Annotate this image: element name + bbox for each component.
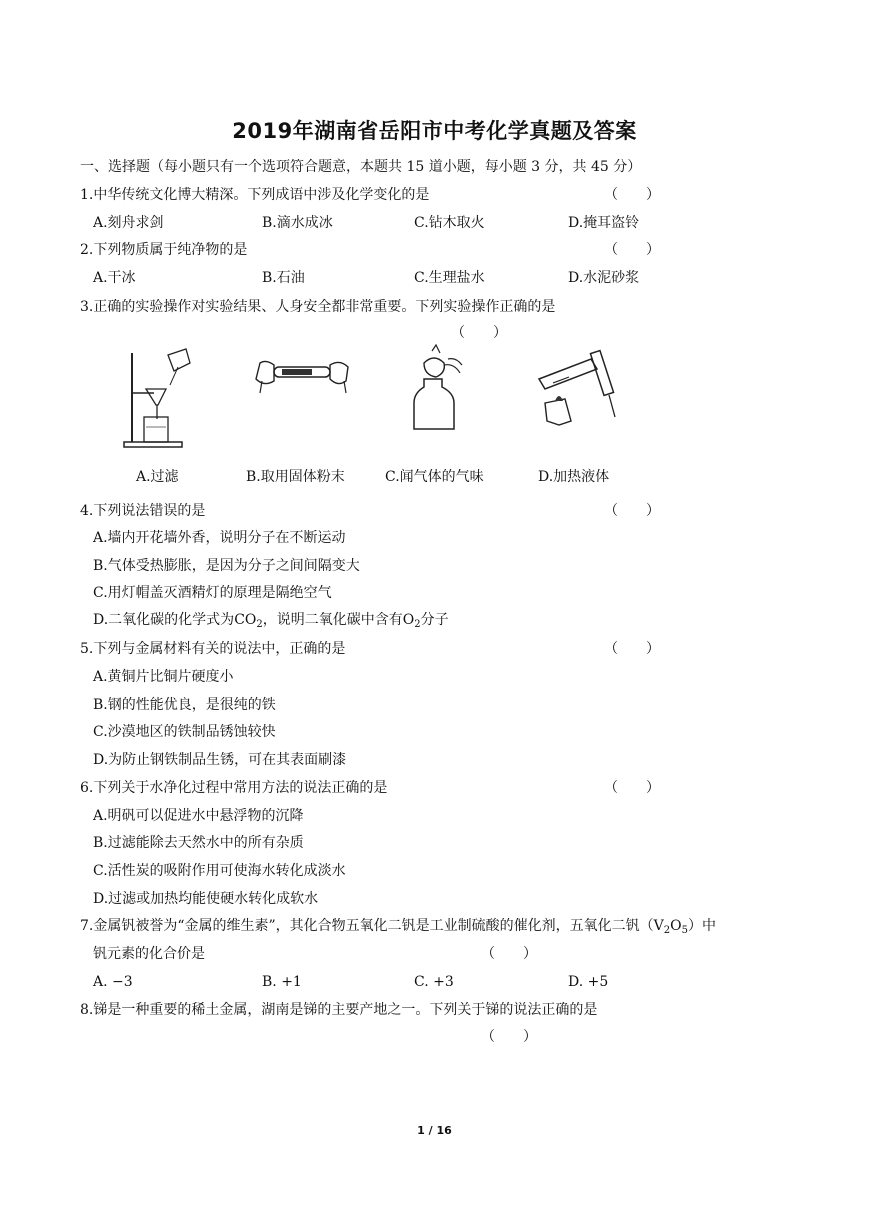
o2-formula: O	[402, 612, 415, 628]
q5-option-b: B.钢的性能优良，是很纯的铁	[93, 697, 276, 713]
o2-subscript: 2	[414, 619, 421, 630]
q2-option-a: A.干冰	[93, 270, 136, 286]
q4-d-text-1: D.二氧化碳的化学式为	[93, 612, 235, 628]
q4-option-d	[93, 611, 449, 634]
heating-liquid-figure	[535, 345, 625, 430]
answer-blank-8: （ ）	[481, 1029, 537, 1045]
q3-option-a: A.过滤	[136, 469, 179, 485]
v2o5-subscript-v: 2	[663, 925, 671, 936]
q2-option-b: B.石油	[262, 270, 305, 286]
q3-option-b: B.取用固体粉末	[246, 469, 345, 485]
q7-text-1: 7.金属钒被誉为“金属的维生素”，其化合物五氧化二钒是工业制硫酸的催化剂，五氧化二钒（	[80, 918, 654, 934]
q1-option-d: D.掩耳盗铃	[568, 215, 640, 231]
q3-option-c: C.闻气体的气味	[385, 469, 484, 485]
q6-option-b: B.过滤能除去天然水中的所有杂质	[93, 835, 304, 851]
powder-figure	[252, 353, 352, 403]
q4-option-c: C.用灯帽盖灭酒精灯的原理是隔绝空气	[93, 585, 332, 601]
q6-option-a: A.明矾可以促进水中悬浮物的沉降	[93, 808, 304, 824]
answer-blank-2: （ ）	[604, 242, 660, 258]
q3-option-d: D.加热液体	[538, 469, 610, 485]
q5-option-c: C.沙漠地区的铁制品锈蚀较快	[93, 724, 276, 740]
question-7-line-2: 钒元素的化合价是	[93, 946, 205, 962]
q1-option-c: C.钻木取火	[414, 215, 485, 231]
question-4: 4.下列说法错误的是	[80, 503, 206, 519]
q7-option-d: D. +5	[568, 974, 609, 990]
filtration-figure	[118, 345, 198, 450]
q7-option-b: B. +1	[262, 974, 302, 990]
question-5: 5.下列与金属材料有关的说法中，正确的是	[80, 641, 346, 657]
co2-subscript: 2	[256, 619, 263, 630]
answer-blank-1: （ ）	[604, 187, 660, 203]
answer-blank-7: （ ）	[481, 946, 537, 962]
section-heading: 一、选择题（每小题只有一个选项符合题意，本题共 15 道小题，每小题 3 分，共 45 分）	[80, 159, 642, 175]
q5-option-d: D.为防止钢铁制品生锈，可在其表面刷漆	[93, 752, 347, 768]
q5-option-a: A.黄铜片比铜片硬度小	[93, 669, 234, 685]
answer-blank-6: （ ）	[604, 780, 660, 796]
q4-option-a: A.墙内开花墙外香，说明分子在不断运动	[93, 530, 346, 546]
q6-option-c: C.活性炭的吸附作用可使海水转化成淡水	[93, 863, 346, 879]
q4-d-text-3: 分子	[420, 612, 449, 628]
q2-option-c: C.生理盐水	[414, 270, 485, 286]
q7-option-c: C. +3	[414, 974, 454, 990]
question-8: 8.锑是一种重要的稀土金属，湖南是锑的主要产地之一。下列关于锑的说法正确的是	[80, 1002, 598, 1018]
answer-blank-4: （ ）	[604, 503, 660, 519]
q6-option-d: D.过滤或加热均能使硬水转化成软水	[93, 891, 319, 907]
q7-option-a: A. −3	[93, 974, 133, 990]
v2o5-formula-o: O	[670, 918, 682, 934]
smell-gas-figure	[410, 343, 470, 433]
page-title: 2019年湖南省岳阳市中考化学真题及答案	[232, 119, 637, 143]
answer-blank-5: （ ）	[604, 641, 660, 657]
v2o5-formula-v: V	[653, 918, 664, 934]
answer-blank-3: （ ）	[451, 325, 507, 341]
q7-text-2: ）中	[688, 918, 717, 934]
q2-option-d: D.水泥砂浆	[568, 270, 640, 286]
question-2: 2.下列物质属于纯净物的是	[80, 242, 248, 258]
question-6: 6.下列关于水净化过程中常用方法的说法正确的是	[80, 780, 388, 796]
q4-option-b: B.气体受热膨胀，是因为分子之间间隔变大	[93, 558, 360, 574]
q4-d-text-2: ，说明二氧化碳中含有	[262, 612, 403, 628]
v2o5-subscript-o: 5	[681, 925, 689, 936]
q1-option-b: B.滴水成冰	[262, 215, 333, 231]
page-number: 1 / 16	[417, 1124, 452, 1137]
co2-formula: CO	[234, 612, 257, 628]
question-7	[80, 917, 716, 940]
question-3: 3.正确的实验操作对实验结果、人身安全都非常重要。下列实验操作正确的是	[80, 299, 556, 315]
q1-option-a: A.刻舟求剑	[93, 215, 164, 231]
question-1: 1.中华传统文化博大精深。下列成语中涉及化学变化的是	[80, 187, 430, 203]
